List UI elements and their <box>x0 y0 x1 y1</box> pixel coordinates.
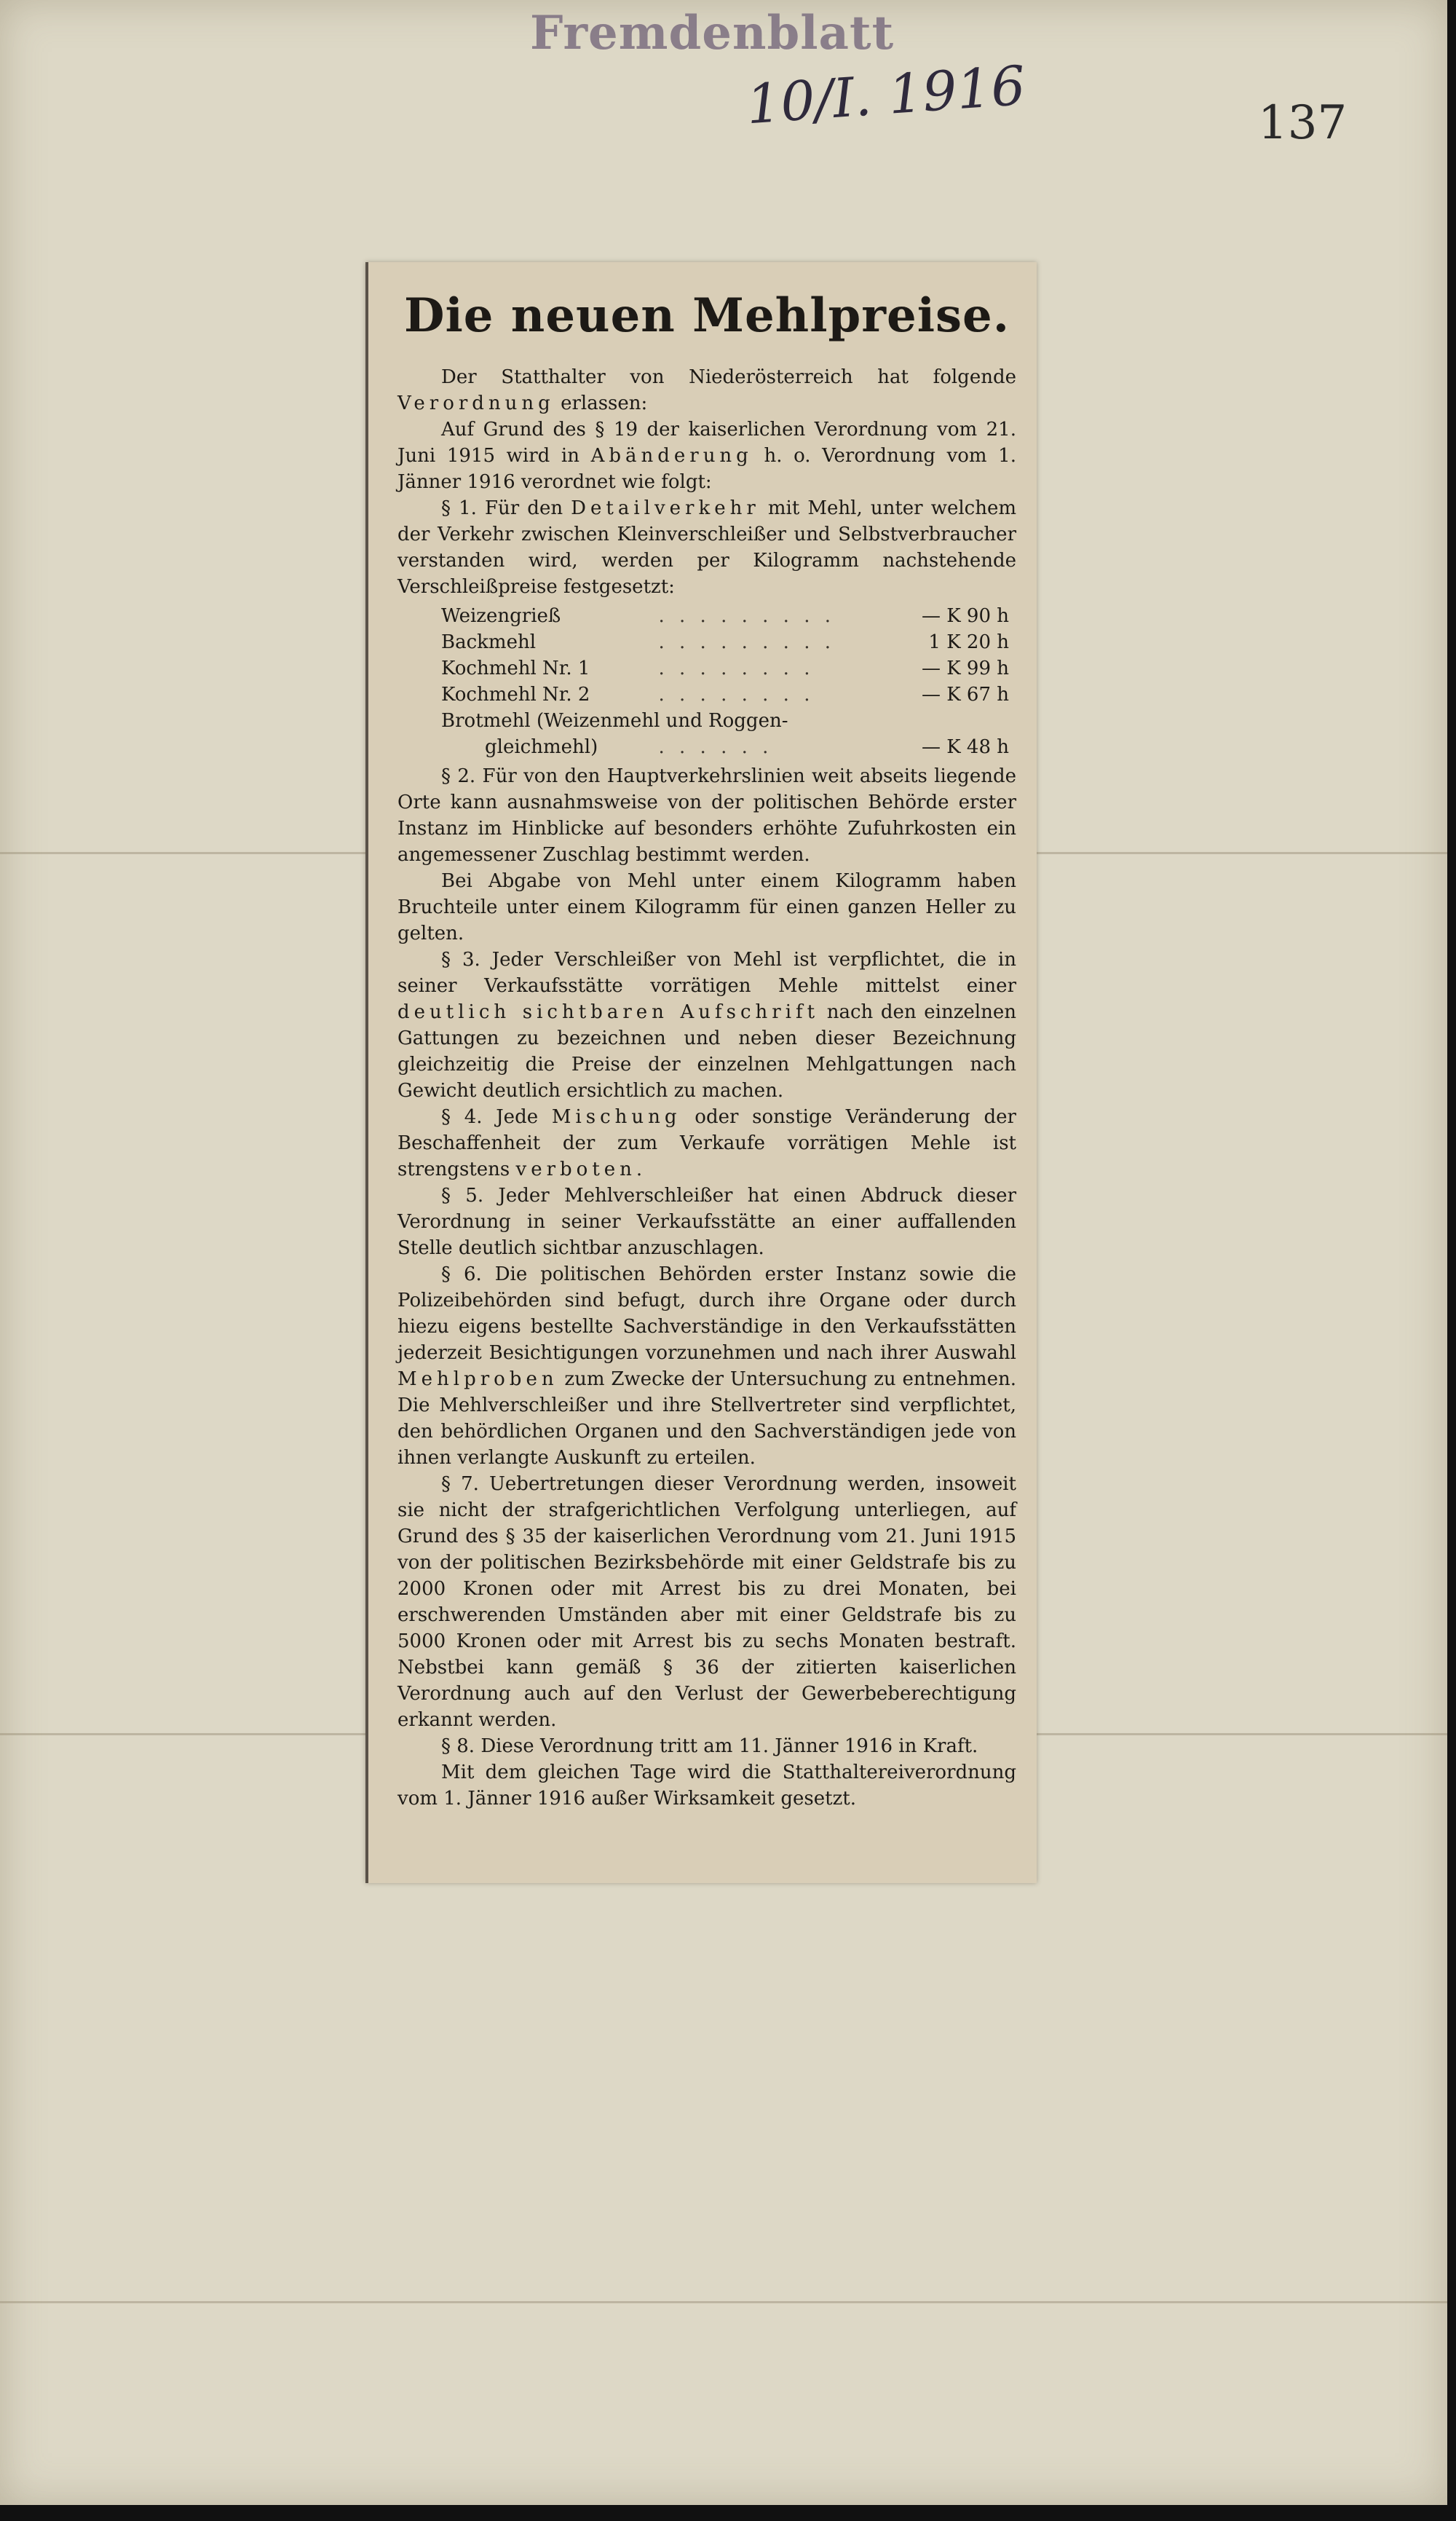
intro-text-end: erlassen: <box>554 392 648 414</box>
price-row <box>441 655 1009 682</box>
price-leader: . . . . . . . . . <box>658 605 835 627</box>
price-item: Backmehl <box>441 631 537 653</box>
fold-line <box>0 2301 1447 2303</box>
price-item: Kochmehl Nr. 1 <box>441 658 590 679</box>
price-item: Brotmehl (Weizenmehl und Roggen- <box>441 710 788 732</box>
s6-spaced-word: Mehlproben <box>397 1368 558 1390</box>
price-leader: . . . . . . . . <box>658 684 815 706</box>
intro-paragraph <box>397 364 1016 417</box>
section-8: § 8. Diese Verordnung tritt am 11. Jänner 1916 in Kraft. <box>441 1735 978 1757</box>
price-item: Weizengrieß <box>441 605 561 627</box>
basis-text-end: h. o. Verordnung vom 1. Jänner 1916 verordnet wie folgt: <box>397 445 1016 493</box>
source-stamp: Fremdenblatt <box>530 6 895 60</box>
price-item: Kochmehl Nr. 2 <box>441 684 590 706</box>
section-5: § 5. Jeder Mehlverschleißer hat einen Abdruck dieser Verordnung in seiner Verkaufsstätte an einer auffallenden Stelle deutlich sichtbar anzuschlagen. <box>397 1185 1016 1259</box>
price-table <box>441 603 1009 760</box>
s6-text-end: zum Zwecke der Untersuchung zu entnehmen. Die Mehlverschleißer und ihre Stellvertreter sind verpflichtet, den behördlichen Organen und den Sachverständigen jede von ihnen verlangte Auskunft zu erteilen. <box>397 1368 1016 1469</box>
s4-spaced-word: Mischung <box>551 1106 681 1128</box>
price-row <box>441 708 1009 734</box>
price-value: — K 67 h <box>921 684 1009 706</box>
price-row <box>441 629 1009 655</box>
s3-text: § 3. Jeder Verschleißer von Mehl ist verpflichtet, die in seiner Verkaufsstätte vorrätigen Mehle mittelst einer <box>397 949 1016 997</box>
s3-text-end: nach den einzelnen Gattungen zu bezeichnen und neben dieser Bezeichnung gleichzeitig die Preise der einzelnen Mehlgattungen nach Gewicht deutlich ersichtlich zu machen. <box>397 1001 1016 1102</box>
price-value: — K 90 h <box>921 605 1009 627</box>
price-leader: . . . . . . <box>658 736 773 758</box>
price-item: gleichmehl) <box>485 736 598 758</box>
section-1 <box>397 495 1016 600</box>
section-2-addendum: Bei Abgabe von Mehl unter einem Kilogramm haben Bruchteile unter einem Kilogramm für einen ganzen Heller zu gelten. <box>397 870 1016 944</box>
s4-spaced-word: verboten <box>515 1159 636 1180</box>
price-leader: . . . . . . . . <box>658 658 815 679</box>
basis-text: Auf Grund des § 19 der kaiserlichen Verordnung vom 21. Juni 1915 wird in <box>397 419 1016 467</box>
page-number: 137 <box>1258 96 1348 150</box>
price-row <box>441 682 1009 708</box>
s3-spaced-words: deutlich sichtbaren Aufschrift <box>397 1001 820 1023</box>
section-2: § 2. Für von den Hauptverkehrslinien weit abseits liegende Orte kann ausnahmsweise von der politischen Behörde erster Instanz im Hinblicke auf besonders erhöhte Zufuhrkosten ein angemessener Zuschlag bestimmt werden. <box>397 765 1016 866</box>
price-value: — K 48 h <box>921 736 1009 758</box>
handwritten-date: 10/I. 1916 <box>744 54 1028 137</box>
basis-spaced-word: Abänderung <box>590 445 753 467</box>
price-value: 1 K 20 h <box>928 631 1009 653</box>
s1-text-end: mit Mehl, unter welchem der Verkehr zwischen Kleinverschleißer und Selbstverbraucher verstanden wird, werden per Kilogramm nachstehende Verschleißpreise festgesetzt: <box>397 497 1016 598</box>
s4-text: § 4. Jede <box>441 1106 552 1128</box>
newspaper-clipping <box>365 262 1037 1883</box>
intro-spaced-word: Verordnung <box>397 392 555 414</box>
price-leader: . . . . . . . . . <box>658 631 835 653</box>
s4-text-end: . <box>636 1159 643 1180</box>
section-3 <box>397 947 1016 1104</box>
closing-paragraph: Mit dem gleichen Tage wird die Statthaltereiverordnung vom 1. Jänner 1916 außer Wirksamkeit gesetzt. <box>397 1761 1016 1810</box>
s1-text: § 1. Für den <box>441 497 571 519</box>
basis-paragraph <box>397 417 1016 495</box>
section-6 <box>397 1261 1016 1471</box>
s6-text: § 6. Die politischen Behörden erster Instanz sowie die Polizeibehörden sind befugt, durch ihre Organe oder durch hiezu eigens bestellte Sachverständige in den Verkaufsstätten jederzeit Besichtigungen vorzunehmen und nach ihrer Auswahl <box>397 1263 1016 1364</box>
price-row <box>441 603 1009 629</box>
price-row <box>441 734 1009 760</box>
intro-text: Der Statthalter von Niederösterreich hat folgende <box>441 366 1016 388</box>
section-4 <box>397 1104 1016 1183</box>
article-headline: Die neuen Mehlpreise. <box>403 288 1010 343</box>
price-value: — K 99 h <box>921 658 1009 679</box>
s4-text-middle: oder sonstige Veränderung der Beschaffenheit der zum Verkaufe vorrätigen Mehle ist strengstens <box>397 1106 1016 1180</box>
s1-spaced-word: Detailverkehr <box>571 497 760 519</box>
section-7: § 7. Uebertretungen dieser Verordnung werden, insoweit sie nicht der strafgerichtlichen Verfolgung unterliegen, auf Grund des § 35 der kaiserlichen Verordnung vom 21. Juni 1915 von der politischen Bezirksbehörde mit einer Geldstrafe bis zu 2000 Kronen oder mit Arrest bis zu drei Monaten, bei erschwerenden Umständen aber mit einer Geldstrafe bis zu 5000 Kronen oder mit Arrest bis zu sechs Monaten bestraft. Nebstbei kann gemäß § 36 der zitierten kaiserlichen Verordnung auch auf den Verlust der Gewerbeberechtigung erkannt werden. <box>397 1473 1016 1731</box>
